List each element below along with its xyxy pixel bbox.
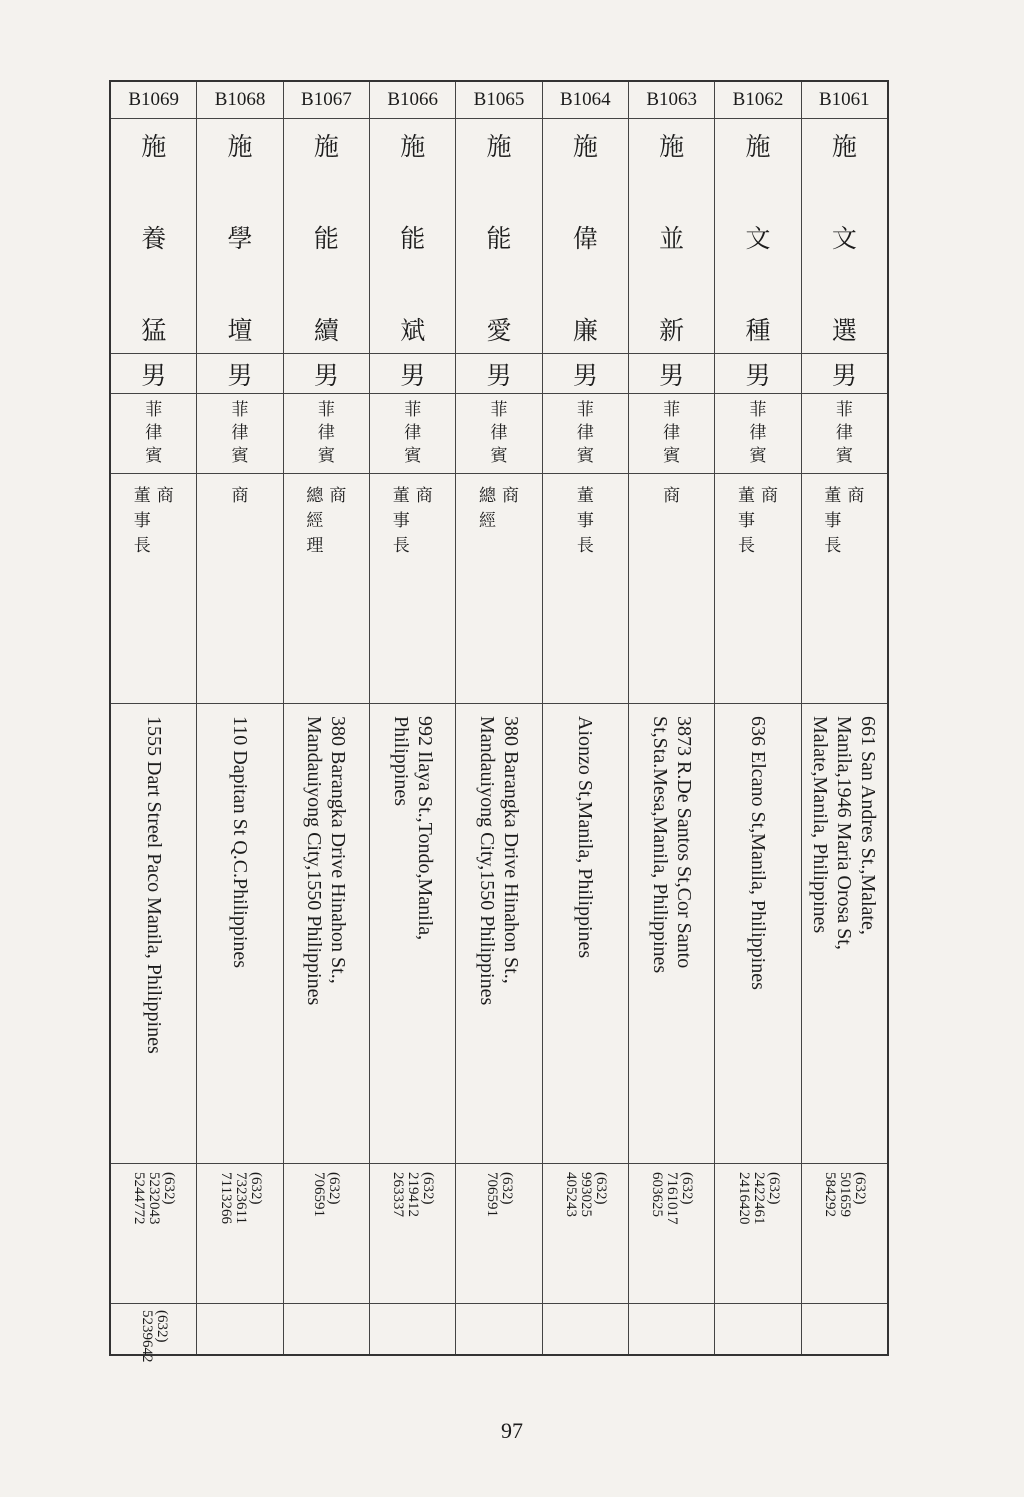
nationality-char: 律: [749, 423, 767, 443]
table-row: [628, 82, 714, 1354]
member-phone-alt: [197, 1303, 282, 1356]
title-columns: [456, 484, 541, 534]
name-char: 壇: [227, 316, 253, 345]
address-line: 992 Ilaya St.,Tondo,Manila,: [413, 716, 436, 941]
nationality-char: 律: [576, 423, 594, 443]
address-line: St,Sta.Mesa,Manila, Philippines: [648, 716, 671, 974]
member-title: [111, 473, 196, 703]
name-char: 愛: [486, 316, 512, 345]
member-nationality: [715, 393, 800, 473]
page-number: 97: [501, 1418, 523, 1443]
title-char: 董: [392, 486, 410, 506]
title-char: 總: [306, 486, 324, 506]
title-char: 董: [576, 486, 594, 506]
nationality-char: 律: [231, 423, 249, 443]
member-phone-alt: [284, 1303, 369, 1356]
phone-line: (632): [679, 1172, 696, 1205]
table-row: [714, 82, 800, 1354]
member-name: [629, 118, 714, 353]
phone-line: (632): [592, 1172, 609, 1205]
member-phone: [802, 1163, 887, 1303]
title-columns: [543, 484, 628, 559]
title-char: 商: [415, 486, 433, 506]
name-char: 選: [831, 316, 857, 345]
nationality-char: 賓: [663, 446, 681, 466]
name-char: 施: [486, 132, 512, 161]
name-char: 猛: [141, 316, 167, 345]
title-column: [847, 484, 864, 559]
member-phone-alt: [715, 1303, 800, 1356]
member-title: [197, 473, 282, 703]
table-row: [283, 82, 369, 1354]
member-nationality: [111, 393, 196, 473]
member-nationality: [802, 393, 887, 473]
member-sex: 男: [802, 353, 887, 393]
member-sex: 男: [284, 353, 369, 393]
title-column: [663, 484, 680, 509]
title-char: 商: [761, 486, 778, 506]
phone-line: 2416420: [735, 1172, 752, 1225]
address-line: 110 Dapitan St Q.C.Philippines: [229, 716, 252, 969]
phone-line: (632): [326, 1172, 343, 1205]
nationality-char: 菲: [145, 400, 163, 420]
nationality-char: 賓: [490, 446, 508, 466]
member-id: B1061: [818, 89, 870, 110]
phone-line: (632): [765, 1172, 782, 1205]
member-title: [370, 473, 455, 703]
member-address: [715, 703, 800, 1163]
nationality-char: 賓: [145, 446, 163, 466]
title-char: 經: [479, 511, 497, 531]
title-char: 董: [824, 486, 842, 506]
title-columns: [802, 484, 887, 559]
name-char: 施: [572, 132, 598, 161]
name-char: 續: [313, 316, 339, 345]
title-char: 商: [156, 486, 174, 506]
member-phone-alt: [629, 1303, 714, 1356]
nationality-char: 律: [490, 423, 508, 443]
phone-alt-line: 5239642: [138, 1310, 155, 1363]
member-title: [629, 473, 714, 703]
member-title: [543, 473, 628, 703]
phone-line: 219412: [405, 1172, 422, 1217]
member-table: [109, 80, 889, 1363]
name-char: 斌: [400, 316, 426, 345]
member-address: [370, 703, 455, 1163]
phone-line: 584292: [821, 1172, 838, 1217]
title-columns: [111, 484, 196, 559]
title-char: 長: [576, 536, 594, 556]
nationality-char: 律: [404, 423, 422, 443]
title-char: 事: [133, 511, 151, 531]
address-line: Malate,Manila, Philippines: [809, 716, 832, 934]
address-line: Manila,1946 Maria Orosa St,: [833, 716, 856, 950]
member-name: [456, 118, 541, 353]
nationality-char: 賓: [749, 446, 767, 466]
member-address: [284, 703, 369, 1163]
nationality-char: 賓: [231, 446, 249, 466]
nationality-char: 菲: [576, 400, 594, 420]
phone-line: 993025: [577, 1172, 594, 1217]
member-nationality: [284, 393, 369, 473]
member-sex: 男: [629, 353, 714, 393]
address-line: 3873 R.De Santos St,Cor Santo: [672, 716, 695, 969]
member-name: [111, 118, 196, 353]
nationality-char: 律: [835, 423, 853, 443]
member-address: [111, 703, 196, 1163]
address-line: Mandauiyong City,1550 Philippines: [476, 716, 499, 1006]
member-id: B1068: [214, 89, 266, 110]
title-column: [416, 484, 433, 559]
title-char: 商: [329, 486, 347, 506]
nationality-char: 菲: [749, 400, 767, 420]
name-char: 施: [400, 132, 426, 161]
name-char: 施: [831, 132, 857, 161]
member-name: [197, 118, 282, 353]
title-column: [393, 484, 410, 559]
member-sex: 男: [197, 353, 282, 393]
member-nationality: [370, 393, 455, 473]
name-char: 學: [227, 224, 253, 253]
title-char: 商: [847, 486, 865, 506]
nationality-char: 賓: [835, 446, 853, 466]
name-char: 偉: [572, 224, 598, 253]
member-id: B1066: [387, 89, 439, 110]
table-row: [801, 82, 887, 1354]
title-char: 理: [306, 536, 324, 556]
name-char: 施: [659, 132, 685, 161]
member-phone-alt: [456, 1303, 541, 1356]
member-address: [629, 703, 714, 1163]
name-char: 施: [227, 132, 253, 161]
phone-alt-line: (632): [153, 1310, 170, 1343]
member-name: [543, 118, 628, 353]
member-name: [715, 118, 800, 353]
member-sex: 男: [370, 353, 455, 393]
member-name: [370, 118, 455, 353]
member-phone: [629, 1163, 714, 1303]
member-address: [197, 703, 282, 1163]
name-char: 新: [659, 316, 685, 345]
phone-line: (632): [851, 1172, 868, 1205]
member-sex: 男: [111, 353, 196, 393]
title-columns: [284, 484, 369, 559]
member-phone: [370, 1163, 455, 1303]
member-id: B1067: [301, 89, 352, 110]
name-char: 養: [141, 224, 167, 253]
member-nationality: [456, 393, 541, 473]
phone-line: 263337: [390, 1172, 407, 1217]
title-char: 經: [306, 511, 324, 531]
member-name: [284, 118, 369, 353]
nationality-char: 賓: [576, 446, 594, 466]
member-phone-alt: [111, 1303, 196, 1363]
title-char: 商: [231, 486, 249, 506]
title-column: [577, 484, 594, 559]
title-char: 事: [576, 511, 594, 531]
name-char: 施: [745, 132, 771, 161]
nationality-char: 菲: [404, 400, 422, 420]
name-char: 施: [141, 132, 167, 161]
nationality-char: 賓: [317, 446, 335, 466]
title-column: [502, 484, 519, 534]
title-char: 事: [824, 511, 842, 531]
nationality-char: 菲: [231, 400, 249, 420]
member-sex: 男: [715, 353, 800, 393]
title-columns: [197, 484, 282, 509]
member-phone: [197, 1163, 282, 1303]
nationality-char: 律: [145, 423, 163, 443]
title-columns: [629, 484, 714, 509]
name-char: 文: [745, 224, 771, 253]
title-char: 長: [392, 536, 410, 556]
phone-line: 7161017: [664, 1172, 681, 1225]
title-column: [761, 484, 778, 559]
phone-line: (632): [161, 1172, 178, 1205]
title-column: [479, 484, 496, 534]
member-title: [715, 473, 800, 703]
nationality-char: 菲: [835, 400, 853, 420]
address-line: 380 Barangka Drive Hinahon St.,: [500, 716, 523, 984]
address-line: 1555 Dart Streel Paco Manila, Philippines: [142, 716, 165, 1054]
phone-line: 5232043: [146, 1172, 163, 1225]
phone-line: (632): [420, 1172, 437, 1205]
address-line: 661 San Andres St.,Malate,: [857, 716, 880, 935]
name-char: 能: [400, 224, 426, 253]
member-phone: [456, 1163, 541, 1303]
member-phone-alt: [370, 1303, 455, 1356]
title-char: 商: [663, 486, 681, 506]
member-address: [802, 703, 887, 1163]
name-char: 能: [486, 224, 512, 253]
title-char: 長: [738, 536, 755, 556]
name-char: 廉: [572, 316, 598, 345]
nationality-char: 賓: [404, 446, 422, 466]
title-char: 事: [392, 511, 410, 531]
title-column: [306, 484, 323, 559]
table-row: [111, 82, 196, 1363]
title-column: [232, 484, 249, 509]
title-char: 總: [479, 486, 497, 506]
member-phone-alt: [543, 1303, 628, 1356]
title-char: 事: [738, 511, 755, 531]
name-char: 能: [313, 224, 339, 253]
title-columns: [370, 484, 455, 559]
nationality-char: 菲: [663, 400, 681, 420]
phone-line: 2422461: [750, 1172, 767, 1225]
member-nationality: [197, 393, 282, 473]
member-nationality: [629, 393, 714, 473]
member-id: B1064: [560, 89, 611, 110]
table-row: [196, 82, 282, 1354]
member-nationality: [543, 393, 628, 473]
name-char: 文: [831, 224, 857, 253]
member-phone: [111, 1163, 196, 1303]
table-row: [455, 82, 541, 1354]
title-char: 長: [824, 536, 842, 556]
nationality-char: 律: [317, 423, 335, 443]
name-char: 施: [313, 132, 339, 161]
title-char: 董: [738, 486, 755, 506]
phone-line: 405243: [562, 1172, 579, 1217]
address-line: 636 Elcano St,Manila, Philippines: [747, 716, 769, 990]
title-column: [134, 484, 151, 559]
member-phone: [543, 1163, 628, 1303]
member-id: B1069: [128, 89, 180, 110]
member-address: [543, 703, 628, 1163]
title-column: [157, 484, 174, 559]
name-char: 並: [659, 224, 685, 253]
phone-line: (632): [499, 1172, 516, 1205]
phone-line: 501659: [836, 1172, 853, 1217]
member-title: [284, 473, 369, 703]
member-title: [802, 473, 887, 703]
address-line: 380 Barangka Drive Hinahon St.,: [327, 716, 350, 984]
phone-line: 7323611: [232, 1172, 249, 1224]
member-address: [456, 703, 541, 1163]
nationality-char: 菲: [317, 400, 335, 420]
table-row: [542, 82, 628, 1354]
address-line: Philippines: [389, 716, 412, 807]
member-id: B1063: [646, 89, 698, 110]
address-line: Aionzo St,Manila, Philippines: [574, 716, 597, 959]
member-phone: [715, 1163, 800, 1303]
title-char: 董: [133, 486, 151, 506]
title-char: 長: [133, 536, 151, 556]
nationality-char: 律: [663, 423, 681, 443]
title-column: [738, 484, 755, 559]
member-sex: 男: [543, 353, 628, 393]
member-name: [802, 118, 887, 353]
member-phone: [284, 1163, 369, 1303]
member-phone-alt: [802, 1303, 887, 1356]
phone-line: 5244772: [131, 1172, 148, 1225]
member-sex: 男: [456, 353, 541, 393]
name-char: 種: [745, 316, 771, 345]
title-columns: [715, 484, 800, 559]
table-row: [369, 82, 455, 1354]
member-id: B1062: [732, 89, 784, 110]
member-id: B1065: [473, 89, 525, 110]
nationality-char: 菲: [490, 400, 508, 420]
title-column: [824, 484, 841, 559]
title-char: 商: [502, 486, 520, 506]
phone-line: 7113266: [217, 1172, 234, 1224]
phone-line: 603625: [649, 1172, 666, 1217]
address-line: Mandauiyong City,1550 Philippines: [303, 716, 326, 1006]
phone-line: (632): [247, 1172, 264, 1205]
phone-line: 706591: [484, 1172, 501, 1217]
phone-line: 706591: [311, 1172, 328, 1217]
title-column: [329, 484, 346, 559]
member-title: [456, 473, 541, 703]
